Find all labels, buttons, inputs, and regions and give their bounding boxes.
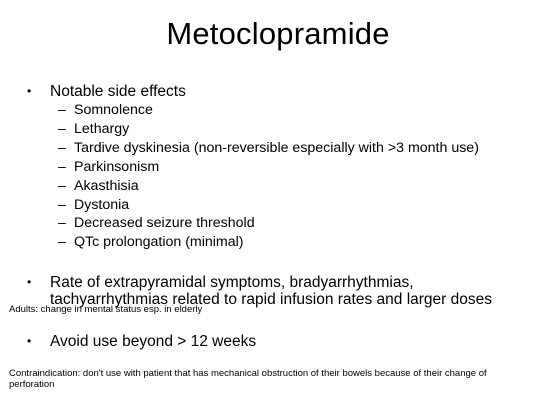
bullet-dot: • [27,84,32,98]
sub-item-text: QTc prolongation (minimal) [74,234,244,250]
sub-item-text: Parkinsonism [74,159,160,175]
bullet-dot: • [27,334,32,348]
note-contraindication-line2: perforation [9,379,55,390]
sub-item-text: Tardive dyskinesia (non-reversible especially with >3 month use) [74,140,479,156]
dash: – [58,178,66,194]
dash: – [58,140,66,156]
note-adults: Adults: change in mental status esp. in elderly [9,304,203,315]
bullet-avoid-text: Avoid use beyond > 12 weeks [50,333,257,350]
bullet-dot: • [27,275,32,289]
sub-item-text: Akasthisia [74,178,139,194]
sub-item-text: Somnolence [74,102,153,118]
bullet-eps-line2: tachyarrhythmias related to rapid infusion rates and larger doses [50,291,492,308]
dash: – [58,159,66,175]
slide-title: Metoclopramide [166,16,390,51]
sub-item-text: Lethargy [74,121,130,137]
bullet-eps-line1: Rate of extrapyramidal symptoms, bradyarrhythmias, [50,274,414,291]
dash: – [58,121,66,137]
note-contraindication-line1: Contraindication: don't use with patient that has mechanical obstruction of their bowels because of their change of [9,368,487,379]
dash: – [58,102,66,118]
sub-item-text: Dystonia [74,197,130,213]
dash: – [58,197,66,213]
sub-item-text: Decreased seizure threshold [74,215,255,231]
dash: – [58,215,66,231]
bullet-label: Notable side effects [50,83,186,100]
dash: – [58,234,66,250]
